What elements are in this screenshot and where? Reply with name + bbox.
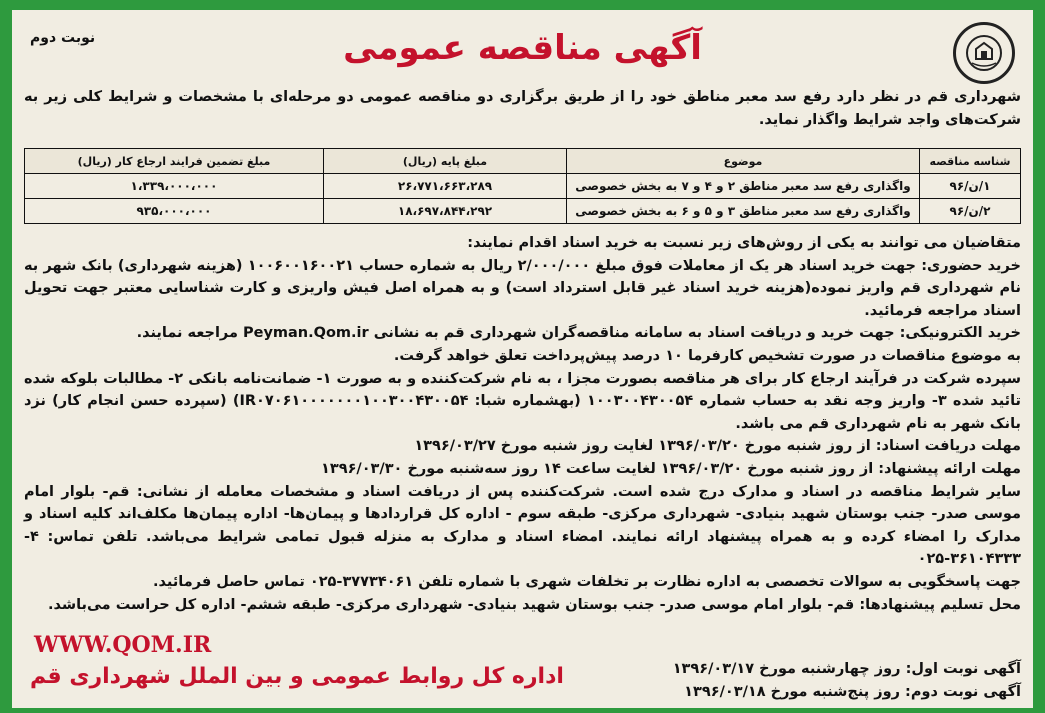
tender-subject: واگذاری رفع سد معبر مناطق ۳ و ۵ و ۶ به بخش خصوصی <box>567 199 920 224</box>
document-deadline: مهلت دریافت اسناد: از روز شنبه مورخ ۱۳۹۶/۰۳/۲۰ لغایت روز شنبه مورخ ۱۳۹۶/۰۳/۲۷ <box>414 438 1021 455</box>
header-tender-id: شناسه مناقصه <box>920 149 1021 174</box>
table-header-row <box>25 149 1021 174</box>
tender-notice <box>12 10 1033 708</box>
round-label: نوبت دوم <box>30 30 96 46</box>
footer-website: WWW.QOM.IR <box>34 632 212 658</box>
purchase-methods-intro: متقاضیان می توانند به یکی از روش‌های زیر نسبت به خرید اسناد اقدام نمایند: <box>467 235 1021 251</box>
notice-title: آگهی مناقصه عمومی <box>343 28 702 68</box>
technical-questions: جهت پاسخگویی به سوالات تخصصی به اداره نظارت بر تخلفات شهری با شماره تلفن ۳۷۷۳۴۰۶۱-۰۲۵ تماس حاصل فرمائید. <box>153 573 1021 590</box>
tender-id: ۲/ن/۹۶ <box>920 199 1021 224</box>
notice-body <box>24 232 1021 616</box>
table-row <box>25 174 1021 199</box>
submission-location: محل تسلیم پیشنهادها: قم- بلوار امام موسی صدر- جنب بوستان شهید بنیادی- شهرداری مرکزی- طبقه ششم- اداره کل حراست می‌باشد. <box>47 596 1021 613</box>
table-row <box>25 199 1021 224</box>
prepayment-note: به موضوع مناقصات در صورت تشخیص کارفرما ۱۰ درصد پیش‌پرداخت تعلق خواهد گرفت. <box>393 347 1021 364</box>
header-subject: موضوع <box>567 149 920 174</box>
tender-subject: واگذاری رفع سد معبر مناطق ۲ و ۴ و ۷ به بخش خصوصی <box>567 174 920 199</box>
tender-table <box>24 148 1021 224</box>
tender-guarantee-amount: ۱،۳۳۹،۰۰۰،۰۰۰ <box>25 174 324 199</box>
second-publication-date: آگهی نوبت دوم: روز پنج‌شنبه مورخ ۱۳۹۶/۰۳/۱۸ <box>684 684 1021 700</box>
proposal-deadline: مهلت ارائه پیشنهاد: از روز شنبه مورخ ۱۳۹۶/۰۳/۲۰ لغایت ساعت ۱۴ روز سه‌شنبه مورخ ۱۳۹۶/۰۳/۳۰ <box>321 460 1021 477</box>
in-person-purchase: خرید حضوری: جهت خرید اسناد هر یک از معاملات فوق مبلغ ۲/۰۰۰/۰۰۰ ریال به شماره حساب ۱۰۰۶۰۰۱۶۰۰۲۱ (هزینه شهرداری) بانک شهر به نام شهرداری قم واریز نموده(هزینه خرید اسناد غیر قابل استرداد است) و به همراه اصل فیش واریزی و کارت شناسایی معتبر جهت تحویل اسناد مراجعه فرمائید. <box>24 257 1021 319</box>
tender-guarantee-amount: ۹۳۵،۰۰۰،۰۰۰ <box>25 199 324 224</box>
tender-base-amount: ۱۸،۶۹۷،۸۴۴،۲۹۲ <box>324 199 567 224</box>
footer-organization: اداره کل روابط عمومی و بین الملل شهرداری قم <box>30 664 564 689</box>
header-base-amount: مبلغ پایه (ریال) <box>324 149 567 174</box>
other-conditions: سایر شرایط مناقصه در اسناد و مدارک درج شده است. شرکت‌کننده پس از دریافت اسناد و مشخصات معامله از نشانی: قم- بلوار امام موسی صدر- جنب بوستان شهید بنیادی- شهرداری مرکزی- طبقه سوم - اداره کل قراردادها و پیمان‌ها- اداره پیمان‌ها مکلف‌اند کلیه اسناد و مدارک را امضاء کرده و به همراه پیشنهاد ارائه نمایند. امضاء اسناد و مدارک به منزله قبول تمامی شرایط می‌باشد. تلفن تماس: ۴- ۳۶۱۰۴۳۳۳-۰۲۵ <box>24 483 1021 568</box>
header-guarantee-amount: مبلغ تضمین فرایند ارجاع کار (ریال) <box>25 149 324 174</box>
tender-id: ۱/ن/۹۶ <box>920 174 1021 199</box>
tender-base-amount: ۲۶،۷۷۱،۶۶۳،۲۸۹ <box>324 174 567 199</box>
notice-header <box>12 10 1033 90</box>
intro-paragraph: شهرداری قم در نظر دارد رفع سد معبر مناطق خود را از طریق برگزاری دو مناقصه عمومی دو مرحله‌ای با مشخصات و شرایط کلی زیر به شرکت‌های واجد شرایط واگذار نماید. <box>24 89 1021 128</box>
deposit-terms: سپرده شرکت در فرآیند ارجاع کار برای هر مناقصه بصورت مجزا ، به نام شرکت‌کننده و به صورت ۱- ضمانت‌نامه بانکی ۲- مطالبات بلوکه شده تائید شده ۳- واریز وجه نقد به حساب شماره ۱۰۰۳۰۰۴۳۰۰۵۴ (بهشماره شبا: IR۰۷۰۶۱۰۰۰۰۰۰۰۱۰۰۳۰۰۴۳۰۰۵۴) (سپرده حسن انجام کار) نزد بانک شهر به نام شهرداری قم می باشد. <box>24 370 1022 432</box>
publication-dates <box>673 658 1021 704</box>
first-publication-date: آگهی نوبت اول: روز چهارشنبه مورخ ۱۳۹۶/۰۳/۱۷ <box>672 661 1021 677</box>
electronic-purchase: خرید الکترونیکی: جهت خرید و دریافت اسناد به سامانه مناقصه‌گران شهرداری قم به نشانی Peyman.Qom.ir مراجعه نمایند. <box>136 325 1021 342</box>
